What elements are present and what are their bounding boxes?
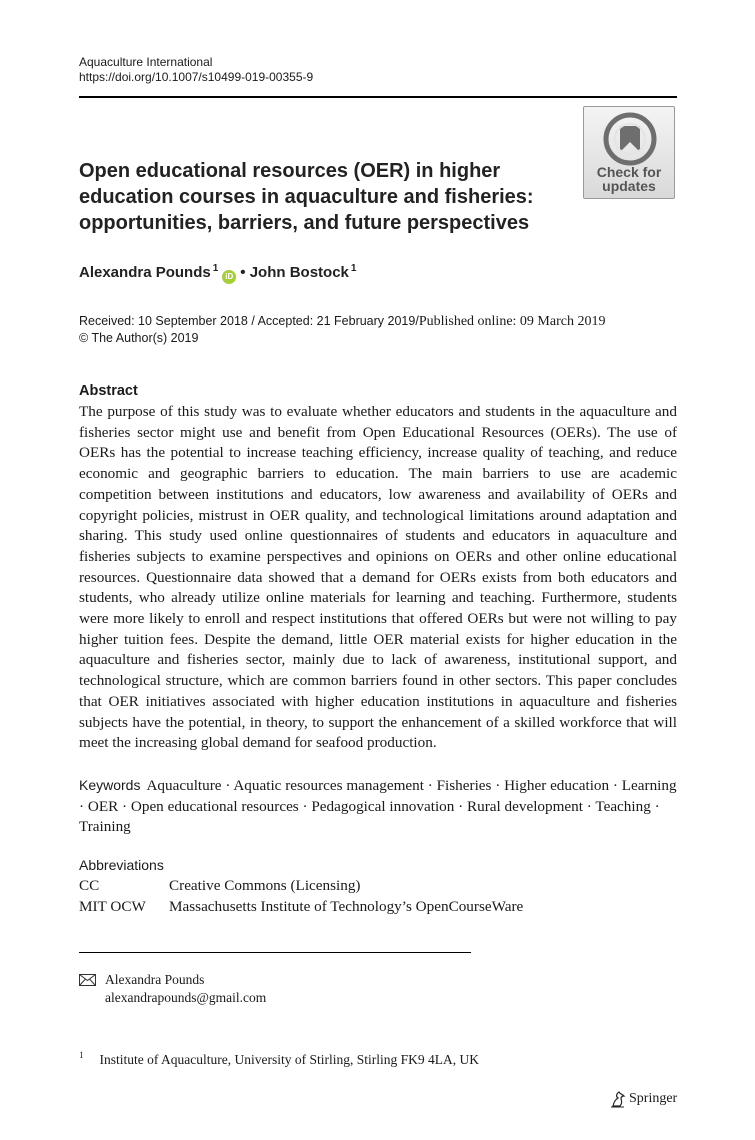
check-for-updates-icon [603,112,657,166]
header-rule [79,96,677,98]
corresponding-author: Alexandra Pounds [105,972,205,987]
abbreviation-definition: Creative Commons (Licensing) [169,877,361,894]
keywords-list: Aquaculture · Aquatic resources management · Fisheries · Higher education · Learning · OER · Open educational resources · Pedagogical innovation · Rural development · Teaching · Training [79,777,677,836]
copyright: © The Author(s) 2019 [79,331,199,345]
keywords [79,775,677,838]
author-affil-marker: 1 [350,263,357,274]
abbreviations-heading: Abbreviations [79,857,164,873]
abbreviation-row [79,897,523,918]
author-name[interactable]: Alexandra Pounds [79,264,211,281]
springer-horse-icon [610,1090,626,1108]
abbreviations-list [79,876,523,917]
correspondence [79,971,266,1007]
author-list [79,263,356,284]
received-accepted: Received: 10 September 2018 / Accepted: 21 February 2019/ [79,314,419,328]
footnote-rule [79,952,471,953]
abbreviation-term: CC [79,877,100,894]
article-title: Open educational resources (OER) in higher education courses in aquaculture and fisheries: opportunities, barriers, and future perspectives [79,160,534,234]
publisher-name: Springer [629,1091,678,1106]
author-email[interactable]: alexandrapounds@gmail.com [105,990,267,1005]
publisher-logo [610,1090,677,1108]
author-separator: • [240,264,246,281]
journal-header [79,55,313,85]
affiliation-number: 1 [79,1050,84,1060]
article-dates [79,313,605,346]
published-online: Published online: 09 March 2019 [418,314,606,329]
check-for-updates-badge[interactable] [583,106,675,199]
doi-link[interactable]: https://doi.org/10.1007/s10499-019-00355-9 [79,70,314,84]
abstract-heading: Abstract [79,383,138,399]
abbreviation-row [79,876,523,897]
orcid-icon[interactable]: iD [222,270,236,284]
author-affil-marker: 1 [212,263,219,274]
author-name[interactable]: John Bostock [249,264,349,281]
affiliation-text: Institute of Aquaculture, University of Stirling, Stirling FK9 4LA, UK [99,1052,479,1067]
envelope-icon [79,974,96,986]
journal-name: Aquaculture International [79,55,213,69]
badge-line-2: updates [602,178,656,194]
keywords-label: Keywords [79,777,141,793]
badge-line-1: Check for [596,164,662,180]
abbreviation-term: MIT OCW [79,897,146,915]
abbreviation-definition: Massachusetts Institute of Technology’s OpenCourseWare [169,897,524,915]
abstract-text: The purpose of this study was to evaluate whether educators and students in the aquaculture and fisheries sector might use and benefit from Open Educational Resources (OERs). The use of OERs has the potential to increase teaching efficiency, increase quality of teaching, and reduce economic and geographic barriers to education. The main barriers to use are academic competition between institutions and educators, low awareness and availability of OERs and copyright policies, mistrust in OER quality, and technological limitations around adaptation and sharing. This study used online questionnaires of students and educators in aquaculture and fisheries subjects to examine perspectives and opinions on OERs and other online educational resources. Questionnaire data showed that a demand for OERs exists from both educators and students, who already utilize online materials for learning and teaching. Furthermore, students were more likely to enroll and respect institutions that offered OERs but were not willing to pay higher tuition fees. Despite the demand, little OER material exists for higher education in the aquaculture and fisheries sector, mainly due to lack of awareness, institutional support, and technological structure, which are common barriers found in other sectors. This paper concludes that OER initiatives associated with higher education institutions in aquaculture and fisheries subjects have the potential, in theory, to support the enhancement of a skilled workforce that will meet the increasing global demand for seafood production. [79,403,677,752]
affiliation [79,1046,479,1069]
